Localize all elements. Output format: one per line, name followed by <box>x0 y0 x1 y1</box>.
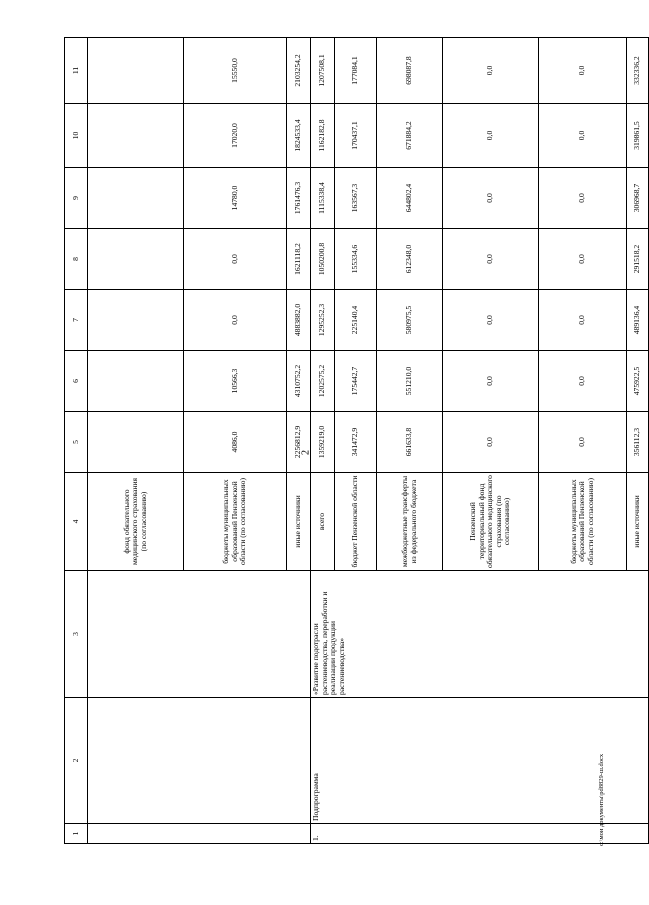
value-cell: 177084,1 <box>335 38 377 104</box>
funding-source: всего <box>311 473 335 571</box>
value-cell: 225140,4 <box>335 290 377 351</box>
funding-source: фонд обязательного медицинского страхования (по согласованию) <box>88 473 184 571</box>
value-cell: 0,0 <box>539 229 627 290</box>
value-cell: 0,0 <box>539 351 627 412</box>
value-cell: 10566,3 <box>184 351 287 412</box>
value-cell: 356112,3 <box>627 412 649 473</box>
continuation-row <box>88 38 184 844</box>
empty-cell <box>88 698 311 824</box>
value-cell: 0,0 <box>539 104 627 168</box>
funding-source: межбюджетные трансферты из федерального бюджета <box>377 473 443 571</box>
column-number: 9 <box>65 168 88 229</box>
column-number: 1 <box>65 824 88 844</box>
value-cell: 1050200,8 <box>311 229 335 290</box>
value-cell: 1621118,2 <box>287 229 311 290</box>
value-cell: 644802,4 <box>377 168 443 229</box>
value-cell: 306968,7 <box>627 168 649 229</box>
page-number: 2 <box>300 450 312 455</box>
value-cell: 0,0 <box>539 38 627 104</box>
value-cell: 489136,4 <box>627 290 649 351</box>
value-cell: 14780,0 <box>184 168 287 229</box>
program-name: «Развитие подотрасли растениеводства, переработки и реализации продукции растениеводства» <box>311 571 649 698</box>
value-cell: 1202575,2 <box>311 351 335 412</box>
value-cell: 0,0 <box>443 412 539 473</box>
value-cell: 4310752,2 <box>287 351 311 412</box>
value-cell <box>88 412 184 473</box>
value-cell: 0,0 <box>443 168 539 229</box>
value-cell: 0,0 <box>184 229 287 290</box>
value-cell: 2103254,2 <box>287 38 311 104</box>
value-cell: 0,0 <box>443 104 539 168</box>
value-cell: 1115338,4 <box>311 168 335 229</box>
column-number: 2 <box>65 698 88 824</box>
value-cell: 1207508,1 <box>311 38 335 104</box>
value-cell <box>88 104 184 168</box>
value-cell: 2256812,9 <box>287 412 311 473</box>
program-type: Подпрограмма <box>311 698 649 824</box>
value-cell: 475922,5 <box>627 351 649 412</box>
footer-file-path: c:\мои документы\pd8829-ш.docx <box>598 753 605 846</box>
column-number: 3 <box>65 571 88 698</box>
value-cell: 163567,3 <box>335 168 377 229</box>
value-cell: 698087,8 <box>377 38 443 104</box>
value-cell: 0,0 <box>443 290 539 351</box>
header-row <box>65 38 88 844</box>
column-number: 10 <box>65 104 88 168</box>
funding-source: бюджеты муниципальных образований Пензенской области (по согласованию) <box>539 473 627 571</box>
value-cell: 0,0 <box>443 38 539 104</box>
funding-source: бюджет Пензенской области <box>335 473 377 571</box>
column-number: 8 <box>65 229 88 290</box>
value-cell: 15550,0 <box>184 38 287 104</box>
value-cell: 175442,7 <box>335 351 377 412</box>
value-cell: 1359219,0 <box>311 412 335 473</box>
row-number: 1. <box>311 824 649 844</box>
value-cell: 341472,9 <box>335 412 377 473</box>
value-cell: 291518,2 <box>627 229 649 290</box>
value-cell: 612348,0 <box>377 229 443 290</box>
value-cell: 551210,0 <box>377 351 443 412</box>
funding-source: иные источники <box>287 473 311 571</box>
value-cell: 0,0 <box>443 351 539 412</box>
empty-cell <box>88 571 311 698</box>
funding-source: бюджеты муниципальных образований Пензенской области (по согласованию) <box>184 473 287 571</box>
value-cell <box>88 290 184 351</box>
value-cell: 0,0 <box>184 290 287 351</box>
empty-cell <box>88 824 311 844</box>
value-cell: 661633,8 <box>377 412 443 473</box>
value-cell: 1295252,3 <box>311 290 335 351</box>
value-cell: 1162182,8 <box>311 104 335 168</box>
value-cell <box>88 351 184 412</box>
column-number: 7 <box>65 290 88 351</box>
table-body <box>65 38 649 844</box>
value-cell <box>88 229 184 290</box>
value-cell: 0,0 <box>539 168 627 229</box>
funding-source: иные источники <box>627 473 649 571</box>
value-cell: 0,0 <box>539 412 627 473</box>
value-cell: 4883882,0 <box>287 290 311 351</box>
value-cell: 319861,5 <box>627 104 649 168</box>
value-cell <box>88 168 184 229</box>
value-cell: 1824533,4 <box>287 104 311 168</box>
column-number: 5 <box>65 412 88 473</box>
value-cell <box>88 38 184 104</box>
funding-source: Пензенский территориальный фонд обязательного медицинского страхования (по согласованию) <box>443 473 539 571</box>
column-number: 11 <box>65 38 88 104</box>
program-row <box>311 38 335 844</box>
value-cell: 0,0 <box>539 290 627 351</box>
value-cell: 0,0 <box>443 229 539 290</box>
column-number: 6 <box>65 351 88 412</box>
value-cell: 17020,0 <box>184 104 287 168</box>
value-cell: 580975,5 <box>377 290 443 351</box>
value-cell: 155334,6 <box>335 229 377 290</box>
value-cell: 4086,0 <box>184 412 287 473</box>
column-number: 4 <box>65 473 88 571</box>
value-cell: 671884,2 <box>377 104 443 168</box>
value-cell: 170437,1 <box>335 104 377 168</box>
funding-table <box>64 37 649 844</box>
value-cell: 1761476,3 <box>287 168 311 229</box>
value-cell: 332336,2 <box>627 38 649 104</box>
